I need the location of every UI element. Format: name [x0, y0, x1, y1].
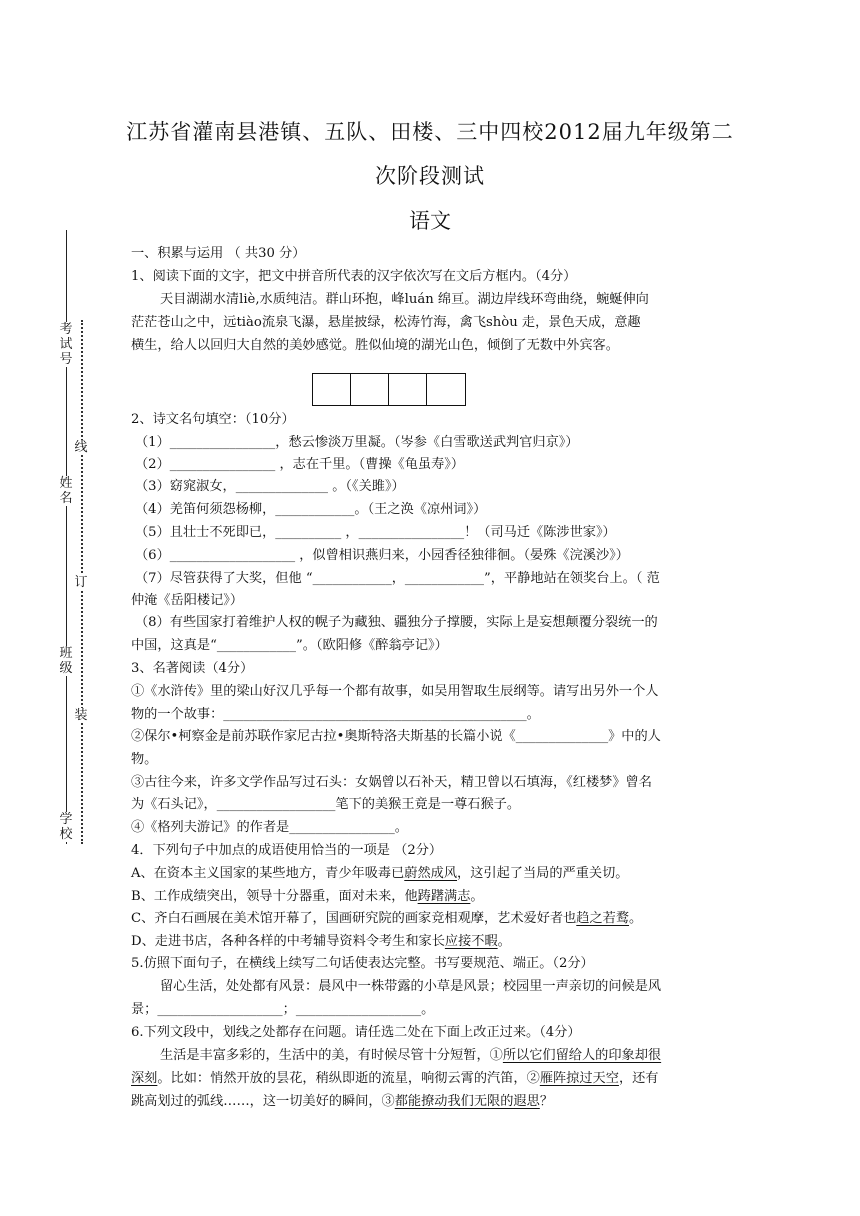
q3-item-cont: 为《石头记》，__________________笔下的美猴王竟是一尊石猴子。 [131, 797, 521, 812]
cut-mark-xian: 线 [74, 440, 88, 455]
q4-option-c: C、齐白石画展在美术馆开幕了，国画研究院的画家竞相观摩，艺术爱好者也趋之若鹜。 [131, 911, 643, 926]
q6-passage-line: 跳高划过的弧线……，这一切美好的瞬间，③都能撩动我们无限的遐思？ [131, 1094, 553, 1109]
cut-mark-zhuang: 装 [74, 708, 88, 723]
q3-item: ④《格列夫游记》的作者是________________。 [131, 820, 408, 835]
question-5: 5.仿照下面句子，在横线上续写二句话使表达完整。书写要规范、端正。（2分） [131, 956, 594, 971]
cut-mark-ding: 订 [74, 575, 88, 590]
school-label: 学校 [59, 812, 73, 842]
question-6: 6.下列文段中，划线之处都存在问题。请任选二处在下面上改正过来。（4分） [131, 1025, 581, 1040]
q1-passage-line: 茫茫苍山之中，远tiào流泉飞瀑，悬崖披绿，松涛竹海，禽飞shòu 走，景色天成，意趣 [131, 315, 641, 330]
answer-box[interactable] [351, 374, 389, 405]
q2-item: （5）且壮士不死即已，__________ ，________________！（司马迁《陈涉世家》） [135, 525, 616, 540]
question-1: 1、阅读下面的文字，把文中拼音所代表的汉字依次写在文后方框内。（4分） [131, 269, 577, 284]
q2-item: （2）________________ ，志在千里。（曹操《龟虽寿》） [135, 457, 465, 472]
idiom-underlined: 蔚然成风 [404, 866, 458, 881]
q3-item: ③古往今来，许多文学作品写过石头：女娲曾以石补天，精卫曾以石填海，《红楼梦》曾名 [131, 775, 652, 790]
exam-number-label: 考试号 [59, 322, 73, 367]
question-4: 4．下列句子中加点的成语使用恰当的一项是 （2分） [131, 843, 443, 858]
answer-box-grid[interactable] [312, 373, 466, 406]
q2-item: （4）羌笛何须怨杨柳，____________。（王之涣《凉州词》） [135, 502, 487, 517]
q4-option-d: D、走进书店，各种各样的中考辅导资料令考生和家长应接不暇。 [131, 934, 511, 949]
idiom-underlined: 应接不暇 [444, 934, 498, 949]
q2-item-cont: 仲淹《岳阳楼记》） [131, 593, 244, 608]
class-label: 班级 [59, 646, 73, 676]
q1-passage-line: 天目湖湖水清liè,水质纯洁。群山环抱，峰luán 绵亘。湖边岸线环弯曲绕，蜿蜒伸向 [160, 292, 649, 307]
q4-option-a: A、在资本主义国家的某些地方，青少年吸毒已蔚然成风，这引起了当局的严重关切。 [131, 866, 629, 881]
q2-item: （6）___________________ ，似曾相识燕归来，小园香径独徘徊。（晏殊《浣溪沙》） [135, 548, 629, 563]
q2-item: （3）窈窕淑女，______________ 。（《关雎》） [135, 479, 405, 494]
subject-title: 语文 [409, 209, 451, 233]
question-2: 2、诗文名句填空：（10分） [131, 412, 295, 427]
q6-passage-line: 深刻。比如：悄然开放的昙花，稍纵即逝的流星，响彻云霄的汽笛，②雁阵掠过天空，还有 [131, 1071, 659, 1086]
q5-text: 留心生活，处处都有风景：晨风中一株带露的小草是风景；校园里一声亲切的问候是风 [160, 979, 662, 994]
question-3: 3、名著阅读（4分） [131, 661, 254, 676]
page-title-line2: 次阶段测试 [375, 164, 485, 188]
page-title-line1: 江苏省灌南县港镇、五队、田楼、三中四校2012届九年级第二 [126, 120, 734, 144]
q3-item-cont: 物的一个故事：______________________________________________。 [131, 707, 540, 722]
q2-item-cont: 中国，这真是“____________”。（欧阳修《醉翁亭记》） [131, 638, 448, 653]
q1-passage-line: 横生，给人以回归大自然的美妙感觉。胜似仙境的湖光山色，倾倒了无数中外宾客。 [131, 338, 619, 353]
q2-item: （7）尽管获得了大奖，但他 “____________，____________”，平静地站在领奖台上。（ 范 [135, 571, 660, 586]
idiom-underlined: 趋之若鹜 [576, 911, 630, 926]
q2-item: （1）________________，愁云惨淡万里凝。（岑参《白雪歌送武判官归京》） [135, 435, 579, 450]
underlined-phrase: 深刻 [131, 1071, 158, 1086]
answer-box[interactable] [313, 374, 351, 405]
underlined-phrase: 雁阵掠过天空 [539, 1071, 619, 1086]
q3-item: ①《水浒传》里的梁山好汉几乎每一个都有故事，如吴用智取生辰纲等。请写出另外一个人 [131, 684, 659, 699]
q5-text-cont: 景；___________________；___________________。 [131, 1002, 435, 1017]
answer-box[interactable] [427, 374, 465, 405]
q3-item-cont: 物。 [131, 752, 158, 767]
answer-box[interactable] [389, 374, 427, 405]
q6-passage-line: 生活是丰富多彩的，生活中的美，有时候尽管十分短暂，①所以它们留给人的印象却很 [160, 1048, 662, 1063]
underlined-phrase: 所以它们留给人的印象却很 [502, 1048, 662, 1063]
underlined-phrase: 都能撩动我们无限的遐思 [394, 1094, 540, 1109]
section-heading: 一、积累与运用 （ 共30 分） [131, 246, 306, 261]
q3-item: ②保尔•柯察金是前苏联作家尼古拉•奥斯特洛夫斯基的长篇小说《______________》中的人 [131, 729, 661, 744]
q2-item: （8）有些国家打着维护人权的幌子为藏独、疆独分子撑腰，实际上是妄想颠覆分裂统一的 [135, 615, 658, 630]
name-label: 姓名 [59, 476, 73, 506]
idiom-underlined: 踌躇满志 [417, 889, 471, 904]
q4-option-b: B、工作成绩突出，领导十分器重，面对未来，他踌躇满志。 [131, 889, 484, 904]
